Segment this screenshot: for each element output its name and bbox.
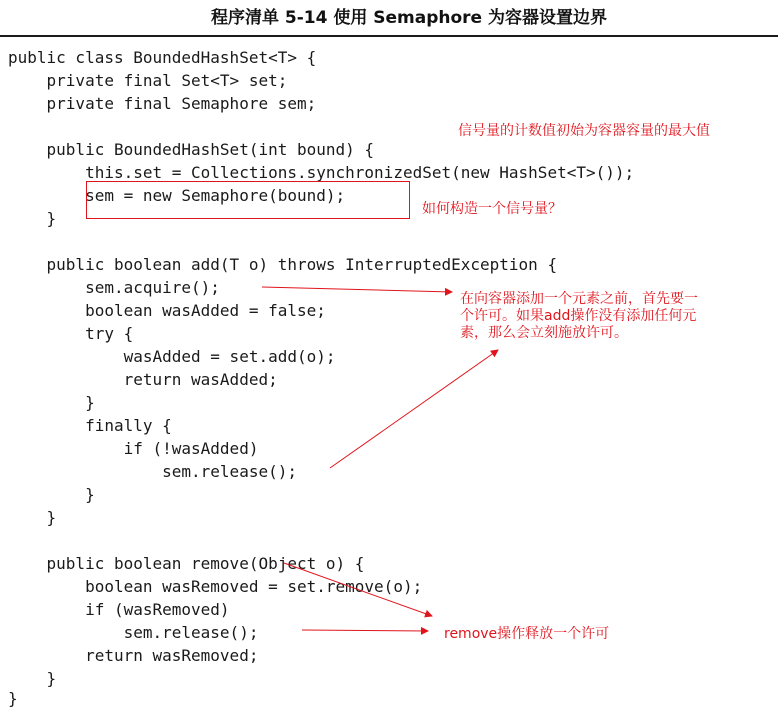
annotation-remove: remove操作释放一个许可 [444,626,610,642]
code-line: } [8,393,95,412]
code-line: public boolean add(T o) throws InterruptedException { [8,255,558,274]
code-line: if (wasRemoved) [8,600,230,619]
code-line: sem.acquire(); [8,278,220,297]
code-line: wasAdded = set.add(o); [8,347,336,366]
listing-title: 程序清单 5-14 使用 Semaphore 为容器设置边界 [210,8,608,28]
code-line: } [8,209,57,228]
code-line: finally { [8,416,172,435]
code-line: if (!wasAdded) [8,439,259,458]
code-line: } [8,485,95,504]
code-line: boolean wasAdded = false; [8,301,326,320]
code-line: sem.release(); [8,623,259,642]
arrow-acquire [262,287,452,292]
annotation-acquire-1: 在向容器添加一个元素之前，首先要一 [460,291,698,307]
arrow-remove [284,563,432,616]
code-line: return wasAdded; [8,370,278,389]
code-line: } [8,508,57,527]
code-line: private final Set<T> set; [8,71,288,90]
code-line: return wasRemoved; [8,646,259,665]
code-line: private final Semaphore sem; [8,94,317,113]
code-line: } [8,689,18,708]
annotation-construct: 如何构造一个信号量？ [422,201,562,217]
code-line: try { [8,324,134,343]
code-line: boolean wasRemoved = set.remove(o); [8,577,423,596]
code-line: } [8,669,57,688]
annotation-acquire-3: 素，那么会立刻施放许可。 [460,325,628,341]
code-line: this.set = Collections.synchronizedSet(new HashSet<T>()); [8,163,635,182]
annotation-acquire-2: 个许可。如果add操作没有添加任何元 [460,308,697,324]
annotation-initial-value: 信号量的计数值初始为容器容量的最大值 [458,123,710,139]
code-line: public BoundedHashSet(int bound) { [8,140,375,159]
code-line: sem = new Semaphore(bound); [8,186,346,205]
arrow-release-remove [302,630,428,631]
arrow-release-finally [330,350,498,468]
code-line: public boolean remove(Object o) { [8,554,365,573]
code-line: public class BoundedHashSet<T> { [8,48,317,67]
code-line: sem.release(); [8,462,297,481]
